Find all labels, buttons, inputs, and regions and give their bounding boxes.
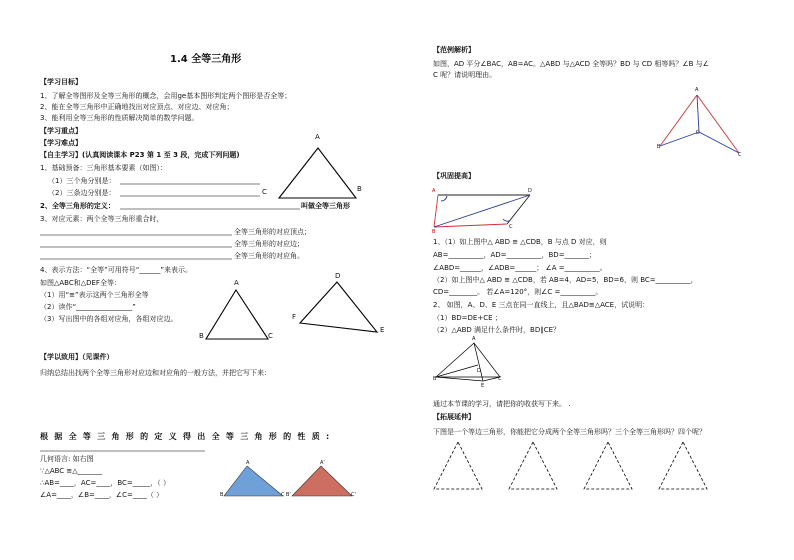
label-bp-red: B' bbox=[286, 492, 291, 498]
triangle-def bbox=[300, 282, 377, 332]
label-d-def: D bbox=[335, 272, 341, 280]
question-4-example: 如图△ABC和△DEF全等： bbox=[40, 279, 121, 287]
geometry-line-1: ∵△ABC ≌△_______ bbox=[40, 467, 103, 475]
dashed-triangle-4 bbox=[659, 442, 707, 489]
kite-cd bbox=[699, 132, 739, 153]
question-3c: 全等三角形的对应角。 bbox=[234, 252, 304, 260]
kite-ad bbox=[697, 95, 699, 132]
label-a-abc: A bbox=[234, 279, 239, 287]
label-e-fig2: E bbox=[481, 383, 485, 389]
label-a-para: A bbox=[432, 188, 436, 194]
consolidate-1d: CD=________。 若∠A=120°，则∠C =__________。 bbox=[433, 288, 603, 296]
question-4a: （1）用“≌”表示这两个三角形全等 bbox=[40, 291, 149, 299]
example-header: 【范例解析】 bbox=[433, 46, 475, 54]
triangle-abc-basic bbox=[279, 148, 356, 198]
question-3: 3、对应元素：两个全等三角形重合时， bbox=[40, 215, 164, 223]
extend-header: 【拓展延伸】 bbox=[433, 413, 475, 421]
label-d-fig2: D bbox=[477, 368, 481, 374]
label-b-kite: B bbox=[657, 144, 661, 150]
question-3b: 全等三角形的对应边； bbox=[234, 240, 304, 248]
label-d-para: D bbox=[528, 188, 532, 194]
question-2: 2、全等三角形的定义： bbox=[40, 202, 115, 210]
para-bd bbox=[434, 195, 530, 227]
question-2-tail: 叫做全等三角形 bbox=[301, 202, 350, 210]
label-b-abc: B bbox=[199, 332, 204, 340]
geometry-line-2: ∴AB=____，AC=____，BC=_____，（ ） bbox=[40, 479, 170, 487]
label-f-def: F bbox=[292, 313, 297, 321]
label-c-abc: C bbox=[268, 332, 273, 340]
kite-ac bbox=[697, 95, 739, 153]
dashed-triangle-1 bbox=[434, 442, 482, 489]
triangle-abc bbox=[206, 290, 268, 339]
question-4: 4、表示方法：“全等”可用符号“______”来表示。 bbox=[40, 266, 192, 274]
label-b-blue: B bbox=[220, 492, 224, 498]
question-4b: （2）读作“________________” bbox=[40, 303, 136, 311]
para-angle-a bbox=[441, 196, 447, 201]
fig2-line-ec bbox=[483, 377, 500, 381]
label-a-fig2: A bbox=[472, 336, 476, 342]
label-ap-red: A' bbox=[320, 460, 325, 466]
example-text-1: 如图，AD 平分∠BAC，AB=AC。△ABD 与△ACD 全等吗？BD 与 CD 相等吗？∠B 与∠ bbox=[433, 60, 709, 68]
para-angle-c bbox=[503, 219, 509, 221]
triangle-blue bbox=[224, 466, 283, 496]
label-c-para: C bbox=[509, 224, 513, 230]
label-c-left: C bbox=[262, 188, 267, 196]
question-1b: （2）三条边分别是： bbox=[48, 189, 116, 197]
consolidate-2: 2、 如图，A、D、E 三点在同一直线上，且△BAD≌△ACE，试说明： bbox=[433, 301, 650, 309]
label-a-top: A bbox=[315, 133, 320, 141]
label-b-para: B bbox=[432, 229, 436, 235]
consolidate-header: 【巩固提高】 bbox=[433, 172, 475, 180]
para-dc bbox=[507, 195, 530, 224]
consolidate-1c: （2）如上图中△ ABD ≌ △CDB，若 AB=4，AD=5，BD=6，则 BC=__________， bbox=[433, 276, 698, 284]
label-b-right: B bbox=[357, 185, 362, 193]
goal-2: 2、能在全等三角形中正确地找出对应顶点、对应边、对应角； bbox=[40, 103, 234, 111]
goals-header: 【学习目标】 bbox=[40, 78, 82, 86]
fig2-line-be bbox=[436, 377, 483, 381]
fig2-outline bbox=[436, 343, 500, 377]
page-title: 1.4 全等三角形 bbox=[170, 54, 242, 65]
label-a-kite: A bbox=[695, 87, 699, 93]
difficulty-header: 【学习难点】 bbox=[40, 139, 82, 147]
para-bc bbox=[434, 224, 507, 227]
apply-text: 归纳总结出找两个全等三角形对应边和对应角的一般方法，并把它写下来： bbox=[40, 369, 271, 377]
geometry-line-3: ∠A=____，∠B=____，∠C=____（ ） bbox=[40, 491, 164, 499]
label-d-kite: D bbox=[696, 130, 700, 136]
apply-header: 【学以致用】（见课件） bbox=[40, 353, 114, 361]
property-text: 根据全等三角形的定义得出全等三角形的性质: bbox=[40, 432, 336, 441]
question-4c: （3）写出图中的各组对应角，各组对应边。 bbox=[40, 315, 178, 323]
label-cp-red: C' bbox=[351, 492, 356, 498]
summary-text: 通过本节课的学习，请把你的收获写下来。 . bbox=[433, 400, 571, 408]
label-c-kite: C bbox=[738, 152, 742, 158]
label-e-def: E bbox=[380, 326, 385, 334]
geometry-language: 几何语言: 如右图 bbox=[40, 455, 94, 463]
label-c-blue: C bbox=[281, 492, 285, 498]
consolidate-1: 1、（1）如上图中△ ABD ≌ △CDB，B 与点 D 对应，则 bbox=[433, 238, 607, 246]
triangle-red bbox=[292, 466, 352, 496]
label-a-blue: A bbox=[246, 460, 250, 466]
extend-text: 下图是一个等边三角形，你能把它分成两个全等三角形吗？三个全等三角形吗？四个呢？ bbox=[433, 428, 706, 436]
para-ab bbox=[434, 195, 438, 227]
consolidate-1b: ∠ABD=______，∠ADB=______； ∠A =__________。 bbox=[433, 264, 607, 272]
kite-bd bbox=[660, 132, 699, 146]
question-3a: 全等三角形的对应顶点； bbox=[234, 228, 311, 236]
dashed-triangle-2 bbox=[509, 442, 557, 489]
label-b-fig2: B bbox=[433, 376, 437, 382]
label-c-fig2: C bbox=[498, 376, 502, 382]
goal-3: 3、能利用全等三角形的性质解决简单的数学问题。 bbox=[40, 114, 199, 122]
consolidate-2a: （1）BD=DE+CE ； bbox=[433, 314, 502, 322]
goal-1: 1、了解全等图形及全等三角形的概念，会用ge基本图形判定两个图形是否全等； bbox=[40, 92, 292, 100]
dashed-triangle-3 bbox=[584, 442, 632, 489]
example-text-2: C 呢？请说明理由。 bbox=[433, 71, 497, 79]
self-study-header: 【自主学习】(认真阅读课本 P23 第 1 至 3 段，完成下列问题) bbox=[40, 151, 240, 159]
kite-ab bbox=[660, 95, 697, 146]
consolidate-1a: AB=__________，AD=__________，BD=_______； bbox=[433, 251, 597, 259]
consolidate-2b: （2）△ABD 满足什么条件时，BD∥CE？ bbox=[433, 326, 561, 334]
question-1: 1、基础预备：三角形基本要素（如图）： bbox=[40, 164, 167, 172]
question-1a: （1）三个角分别是： bbox=[48, 177, 116, 185]
key-points-header: 【学习重点】 bbox=[40, 127, 82, 135]
